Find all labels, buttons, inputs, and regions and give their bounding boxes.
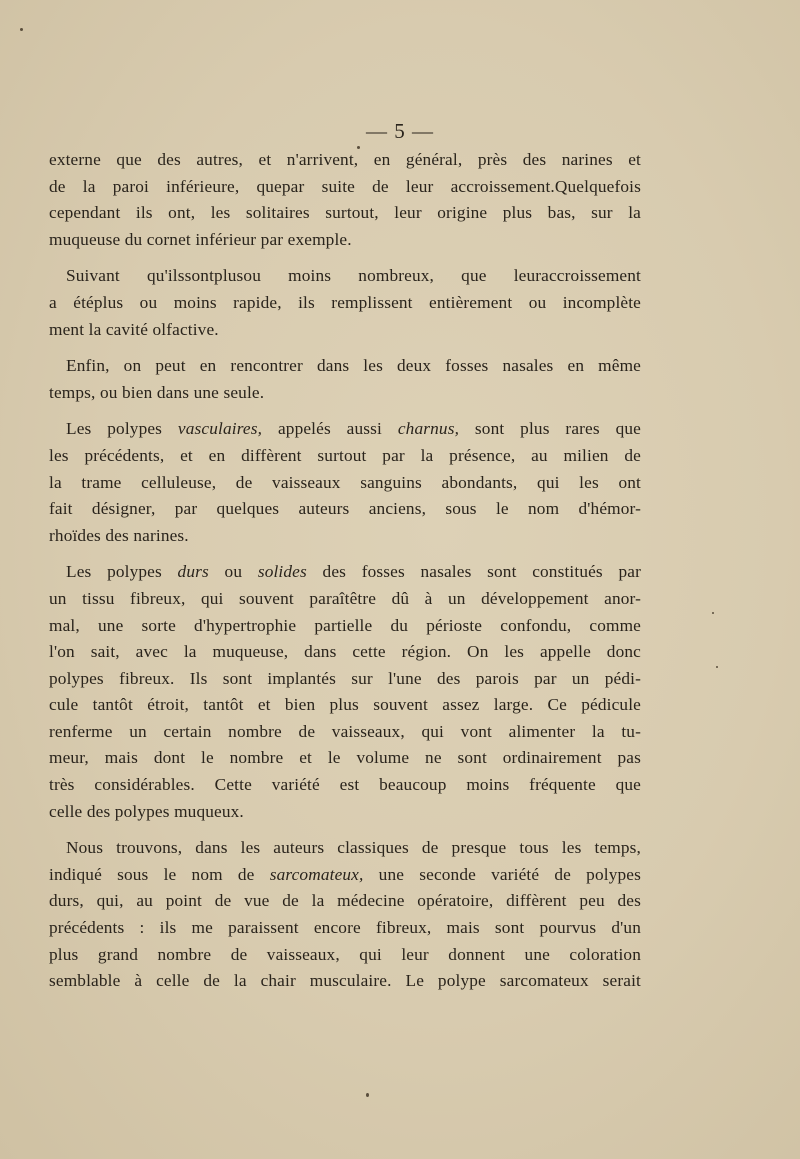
text-line: polypes fibreux. Ils sont implantés sur l'une des parois par un pédi- (49, 668, 641, 688)
text-line: Enfin, on peut en rencontrer dans les deux fosses nasales en même (66, 356, 641, 376)
text-line: un tissu fibreux, qui souvent paraîtêtre dû à un développement anor- (49, 588, 641, 608)
paper-speck (712, 612, 714, 614)
paper-speck (716, 666, 718, 668)
paragraph-2 (49, 263, 641, 343)
text-run: des fosses nasales sont constitués par (306, 562, 641, 582)
text-line: semblable à celle de la chair musculaire. Le polype sarcomateux serait (49, 971, 641, 991)
italic-term: sarcomateux, (269, 864, 364, 884)
text-line: cependant ils ont, les solitaires surtout, leur origine plus bas, sur la (49, 203, 641, 223)
text-line: temps, ou bien dans une seule. (49, 382, 265, 402)
text-line: très considérables. Cette variété est beaucoup moins fréquente que (49, 775, 641, 795)
text-line: fait désigner, par quelques auteurs anciens, sous le nom d'hémor- (49, 499, 641, 519)
paper-speck (20, 28, 23, 31)
text-line: ment la cavité olfactive. (49, 319, 219, 339)
text-line (49, 559, 641, 586)
text-line: précédents : ils me paraissent encore fibreux, mais sont pourvus d'un (49, 918, 641, 938)
text-run: indiqué sous le nom de (49, 864, 270, 884)
text-line: Nous trouvons, dans les auteurs classiques de presque tous les temps, (66, 838, 641, 858)
text-line: mal, une sorte d'hypertrophie partielle du périoste confondu, comme (49, 615, 641, 635)
text-line: les précédents, et en diffèrent surtout par la présence, au milien de (49, 445, 641, 465)
page-number: — 5 — (366, 119, 434, 143)
text-line: celle des polypes muqueux. (49, 801, 244, 821)
italic-term: vasculaires, (177, 419, 263, 439)
paragraph-5 (49, 559, 641, 825)
paragraph-1 (49, 147, 641, 253)
text-run: Les polypes (66, 419, 178, 439)
text-line: cule tantôt étroit, tantôt et bien plus souvent assez large. Ce pédicule (49, 695, 641, 715)
text-line: l'on sait, avec la muqueuse, dans cette région. On les appelle donc (49, 642, 641, 662)
italic-term: durs (177, 562, 209, 582)
text-line: durs, qui, au point de vue de la médecine opératoire, diffèrent peu des (49, 891, 641, 911)
paragraph-4 (49, 416, 641, 549)
text-line: externe que des autres, et n'arrivent, en général, près des narines et (49, 150, 641, 169)
body-text (49, 147, 641, 1005)
text-line (49, 862, 641, 889)
text-run: sont plus rares que (459, 419, 641, 439)
paper-speck (366, 1093, 369, 1097)
text-run: appelés aussi (262, 419, 398, 439)
paper-speck (357, 146, 360, 149)
text-run: Les polypes (66, 562, 178, 582)
italic-term: solides (257, 562, 307, 582)
paragraph-6 (49, 835, 641, 995)
text-line: rhoïdes des narines. (49, 525, 189, 545)
text-line: la trame celluleuse, de vaisseaux sanguins abondants, qui les ont (49, 472, 641, 492)
italic-term: charnus, (397, 419, 460, 439)
text-line: plus grand nombre de vaisseaux, qui leur donnent une coloration (49, 944, 641, 964)
text-line: de la paroi inférieure, quepar suite de leur accroissement.Quelquefois (49, 176, 641, 196)
text-line (49, 416, 641, 443)
text-line: renferme un certain nombre de vaisseaux, qui vont alimenter la tu- (49, 721, 641, 741)
text-line: meur, mais dont le nombre et le volume ne sont ordinairement pas (49, 748, 641, 768)
paragraph-3 (49, 353, 641, 406)
text-line: Suivant qu'ilssontplusou moins nombreux, que leuraccroissement (66, 266, 641, 286)
text-run: une seconde variété de polypes (363, 864, 641, 884)
text-run: ou (208, 562, 258, 582)
text-line: a étéplus ou moins rapide, ils remplissent entièrement ou incomplète (49, 292, 641, 312)
text-line: muqueuse du cornet inférieur par exemple. (49, 229, 352, 249)
